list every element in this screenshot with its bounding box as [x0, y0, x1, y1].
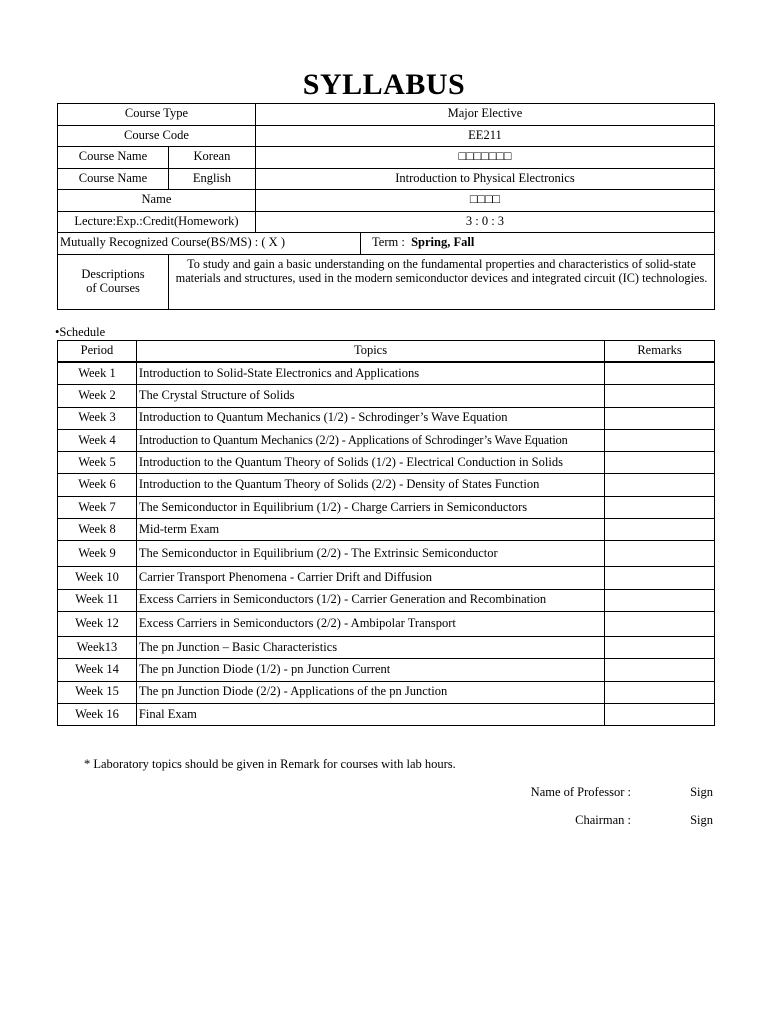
- chairman-label: Chairman :: [575, 813, 631, 827]
- header-remarks: Remarks: [605, 341, 715, 363]
- header-period: Period: [58, 341, 137, 363]
- topic-cell: The Crystal Structure of Solids: [136, 385, 604, 407]
- period-cell: Week 10: [58, 567, 137, 589]
- period-cell: Week 16: [58, 703, 137, 725]
- description-row: [58, 254, 715, 309]
- term-cell: [360, 233, 714, 255]
- period-cell: Week 8: [58, 519, 137, 541]
- topic-cell: Carrier Transport Phenomena - Carrier Drift and Diffusion: [136, 567, 604, 589]
- table-row: [58, 407, 715, 429]
- period-cell: Week 1: [58, 362, 137, 385]
- professor-sign: Sign: [690, 785, 713, 799]
- description-label-line-1: Descriptions: [81, 266, 145, 281]
- table-row: [58, 385, 715, 407]
- korean-value: □□□□□□□: [255, 147, 714, 169]
- table-row: [58, 589, 715, 611]
- table-row: [58, 681, 715, 703]
- course-name-label: Course Name: [58, 147, 169, 169]
- course-name-label: Course Name: [58, 168, 169, 190]
- description-label-line-2: of Courses: [86, 280, 140, 295]
- period-cell: Week 5: [58, 452, 137, 474]
- mutual-recognized-label: Mutually Recognized Course(BS/MS) : ( X ): [58, 233, 361, 255]
- table-row: [58, 474, 715, 496]
- table-row: [58, 541, 715, 567]
- topic-cell: The pn Junction – Basic Characteristics: [136, 636, 604, 658]
- term-value: Spring, Fall: [411, 235, 475, 250]
- description-label: [58, 254, 169, 309]
- topic-cell: Introduction to the Quantum Theory of Solids (2/2) - Density of States Function: [136, 474, 604, 496]
- period-cell: Week 2: [58, 385, 137, 407]
- remark-cell: [605, 429, 715, 451]
- remark-cell: [605, 611, 715, 636]
- period-cell: Week 15: [58, 681, 137, 703]
- course-type-row: [58, 104, 715, 126]
- period-cell: Week 11: [58, 589, 137, 611]
- schedule-table: [57, 340, 715, 726]
- remark-cell: [605, 407, 715, 429]
- course-type-value: Major Elective: [255, 104, 714, 126]
- lab-note: * Laboratory topics should be given in Remark for courses with lab hours.: [84, 757, 456, 771]
- chairman-sign: Sign: [690, 813, 713, 827]
- period-cell: Week 6: [58, 474, 137, 496]
- topic-cell: The Semiconductor in Equilibrium (2/2) - The Extrinsic Semiconductor: [136, 541, 604, 567]
- course-name-english-row: [58, 168, 715, 190]
- course-type-label: Course Type: [58, 104, 256, 126]
- mutual-term-row: [58, 233, 715, 255]
- topic-cell: Introduction to the Quantum Theory of Solids (1/2) - Electrical Conduction in Solids: [136, 452, 604, 474]
- period-cell: Week 4: [58, 429, 137, 451]
- remark-cell: [605, 496, 715, 518]
- topic-cell: Excess Carriers in Semiconductors (2/2) - Ambipolar Transport: [136, 611, 604, 636]
- name-row: [58, 190, 715, 212]
- remark-cell: [605, 659, 715, 681]
- topic-cell: The pn Junction Diode (1/2) - pn Junction Current: [136, 659, 604, 681]
- remark-cell: [605, 362, 715, 385]
- period-cell: Week 9: [58, 541, 137, 567]
- professor-label: Name of Professor :: [530, 785, 631, 799]
- header-topics: Topics: [136, 341, 604, 363]
- remark-cell: [605, 452, 715, 474]
- remark-cell: [605, 681, 715, 703]
- remark-cell: [605, 703, 715, 725]
- english-label: English: [168, 168, 255, 190]
- term-label: Term :: [372, 235, 405, 250]
- table-row: [58, 496, 715, 518]
- remark-cell: [605, 541, 715, 567]
- topic-cell: Introduction to Solid-State Electronics and Applications: [136, 362, 604, 385]
- topic-cell: Mid-term Exam: [136, 519, 604, 541]
- remark-cell: [605, 519, 715, 541]
- topic-cell: Introduction to Quantum Mechanics (1/2) - Schrodinger’s Wave Equation: [136, 407, 604, 429]
- period-cell: Week 7: [58, 496, 137, 518]
- course-code-value: EE211: [255, 125, 714, 147]
- table-row: [58, 636, 715, 658]
- course-info-table: [57, 103, 715, 310]
- topic-cell: Final Exam: [136, 703, 604, 725]
- lecture-value: 3 : 0 : 3: [255, 211, 714, 233]
- period-cell: Week13: [58, 636, 137, 658]
- remark-cell: [605, 567, 715, 589]
- lecture-label: Lecture:Exp.:Credit(Homework): [58, 211, 256, 233]
- period-cell: Week 14: [58, 659, 137, 681]
- remark-cell: [605, 589, 715, 611]
- lecture-row: [58, 211, 715, 233]
- course-name-korean-row: [58, 147, 715, 169]
- topic-cell: Excess Carriers in Semiconductors (1/2) - Carrier Generation and Recombination: [136, 589, 604, 611]
- name-label: Name: [58, 190, 256, 212]
- topic-cell: Introduction to Quantum Mechanics (2/2) - Applications of Schrodinger’s Wave Equation: [136, 429, 604, 451]
- course-code-label: Course Code: [58, 125, 256, 147]
- period-cell: Week 3: [58, 407, 137, 429]
- table-row: [58, 362, 715, 385]
- topic-cell: The Semiconductor in Equilibrium (1/2) - Charge Carriers in Semiconductors: [136, 496, 604, 518]
- page-title: SYLLABUS: [302, 68, 466, 101]
- table-row: [58, 703, 715, 725]
- name-value: □□□□: [255, 190, 714, 212]
- course-code-row: [58, 125, 715, 147]
- description-value: To study and gain a basic understanding on the fundamental properties and characteristics of solid-state materials and structures, used in the modern semiconductor devices and integrated circuit (IC) technologies.: [168, 254, 714, 309]
- period-cell: Week 12: [58, 611, 137, 636]
- table-row: [58, 659, 715, 681]
- remark-cell: [605, 385, 715, 407]
- table-row: [58, 611, 715, 636]
- schedule-label: •Schedule: [55, 325, 106, 339]
- remark-cell: [605, 474, 715, 496]
- table-row: [58, 567, 715, 589]
- remark-cell: [605, 636, 715, 658]
- table-row: [58, 429, 715, 451]
- schedule-header-row: [58, 341, 715, 363]
- table-row: [58, 452, 715, 474]
- korean-label: Korean: [168, 147, 255, 169]
- table-row: [58, 519, 715, 541]
- english-value: Introduction to Physical Electronics: [255, 168, 714, 190]
- topic-cell: The pn Junction Diode (2/2) - Applications of the pn Junction: [136, 681, 604, 703]
